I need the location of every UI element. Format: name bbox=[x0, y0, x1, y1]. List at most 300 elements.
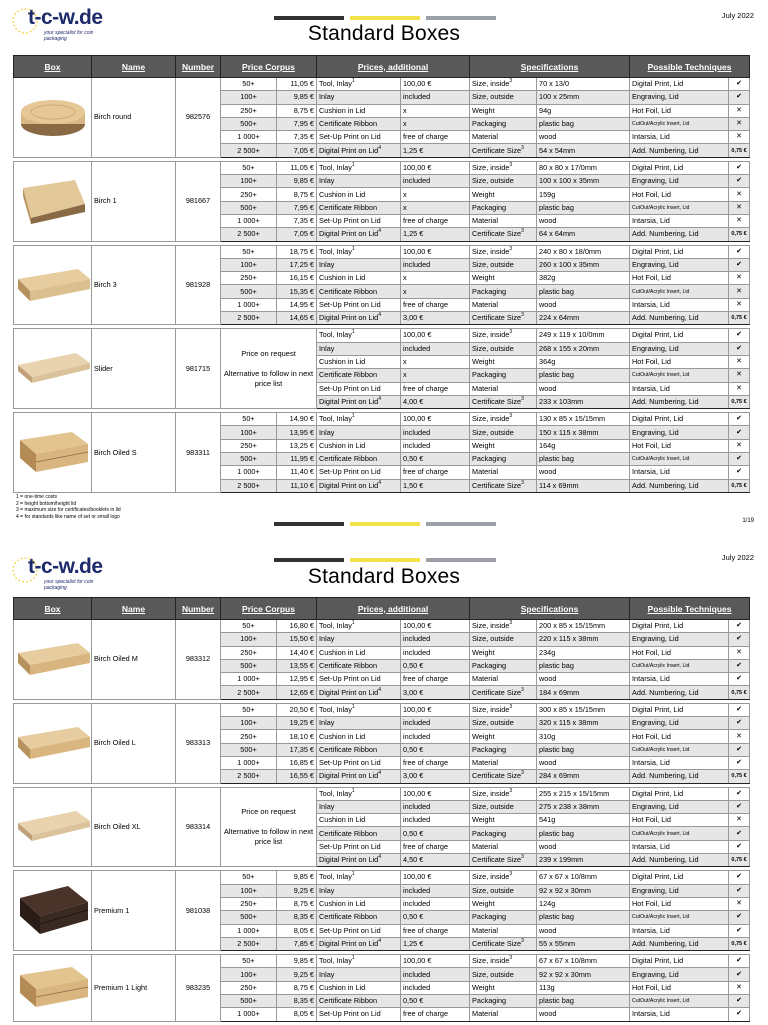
spec-value: 67 x 67 x 10/8mm bbox=[537, 955, 630, 968]
footer-color-bars bbox=[274, 522, 496, 526]
technique-label: CutOut/Acrylic Insert, Lid bbox=[630, 911, 729, 924]
table-row bbox=[14, 871, 750, 884]
additional-value: 100,00 € bbox=[401, 787, 470, 800]
spec-label: Packaging bbox=[470, 201, 537, 214]
table-row bbox=[14, 955, 750, 968]
additional-label: Set-Up Print on Lid bbox=[317, 298, 401, 311]
technique-label: Intarsia, Lid bbox=[630, 924, 729, 937]
cross-icon: ✕ bbox=[729, 730, 750, 743]
quantity-cell: 1 000+ bbox=[221, 131, 277, 144]
spec-value: 92 x 92 x 30mm bbox=[537, 968, 630, 981]
spec-label: Weight bbox=[470, 272, 537, 285]
additional-value: included bbox=[401, 439, 470, 452]
spec-label: Weight bbox=[470, 814, 537, 827]
technique-label: Add. Numbering, Lid bbox=[630, 686, 729, 699]
follow-note: Alternative to follow in next price list bbox=[223, 368, 314, 388]
additional-label: Digital Print on Lid$^4$ bbox=[317, 854, 401, 867]
numbering-price: 0,75 € bbox=[729, 854, 750, 867]
table-row bbox=[14, 161, 750, 174]
quantity-cell: 2 500+ bbox=[221, 770, 277, 783]
check-icon: ✔ bbox=[729, 673, 750, 686]
additional-label: Certificate Ribbon bbox=[317, 201, 401, 214]
table-header-row bbox=[14, 598, 750, 620]
product-number: 983311 bbox=[176, 413, 221, 493]
spec-value: wood bbox=[537, 673, 630, 686]
header-name: Name bbox=[92, 56, 176, 78]
additional-value: free of charge bbox=[401, 840, 470, 853]
price-cell: 11,05 € bbox=[277, 161, 317, 174]
table-row bbox=[14, 787, 750, 800]
price-cell: 19,25 € bbox=[277, 717, 317, 730]
product-number: 981928 bbox=[176, 245, 221, 325]
spec-value: 164g bbox=[537, 439, 630, 452]
product-name: Birch Oiled XL bbox=[92, 787, 176, 867]
product-number: 982576 bbox=[176, 78, 221, 158]
quantity-cell: 1 000+ bbox=[221, 756, 277, 769]
additional-value: x bbox=[401, 104, 470, 117]
additional-label: Certificate Ribbon bbox=[317, 285, 401, 298]
quantity-cell: 500+ bbox=[221, 117, 277, 130]
additional-value: free of charge bbox=[401, 756, 470, 769]
spec-label: Size, outside bbox=[470, 258, 537, 271]
quantity-cell: 50+ bbox=[221, 871, 277, 884]
check-icon: ✔ bbox=[729, 453, 750, 466]
spec-label: Packaging bbox=[470, 659, 537, 672]
additional-value: free of charge bbox=[401, 298, 470, 311]
technique-label: CutOut/Acrylic Insert, Lid bbox=[630, 369, 729, 382]
brand-tagline: your specialist for coin packaging bbox=[44, 30, 94, 42]
cross-icon: ✕ bbox=[729, 272, 750, 285]
additional-value: included bbox=[401, 342, 470, 355]
spec-label: Material bbox=[470, 673, 537, 686]
technique-label: Intarsia, Lid bbox=[630, 466, 729, 479]
additional-value: included bbox=[401, 717, 470, 730]
numbering-price: 0,75 € bbox=[729, 686, 750, 699]
check-icon: ✔ bbox=[729, 840, 750, 853]
price-cell: 14,95 € bbox=[277, 298, 317, 311]
additional-label: Inlay bbox=[317, 717, 401, 730]
additional-value: included bbox=[401, 884, 470, 897]
spec-value: 224 x 64mm bbox=[537, 312, 630, 325]
spec-label: Material bbox=[470, 466, 537, 479]
technique-label: Add. Numbering, Lid bbox=[630, 144, 729, 157]
spec-value: 234g bbox=[537, 646, 630, 659]
cross-icon: ✕ bbox=[729, 439, 750, 452]
technique-label: Add. Numbering, Lid bbox=[630, 312, 729, 325]
spec-value: 67 x 67 x 10/8mm bbox=[537, 871, 630, 884]
technique-label: Digital Print, Lid bbox=[630, 703, 729, 716]
check-icon: ✔ bbox=[729, 633, 750, 646]
additional-value: free of charge bbox=[401, 214, 470, 227]
spec-value: 114 x 69mm bbox=[537, 479, 630, 492]
spec-label: Packaging bbox=[470, 453, 537, 466]
price-cell: 18,75 € bbox=[277, 245, 317, 258]
technique-label: Hot Foil, Lid bbox=[630, 439, 729, 452]
footnote: 2 = height bottom/height lid bbox=[16, 500, 77, 507]
spec-value: wood bbox=[537, 298, 630, 311]
spec-label: Size, inside$^3$ bbox=[470, 329, 537, 342]
technique-label: Digital Print, Lid bbox=[630, 620, 729, 633]
cross-icon: ✕ bbox=[729, 897, 750, 910]
additional-label: Tool, Inlay$^1$ bbox=[317, 161, 401, 174]
footnote: 3 = maximum size for certificates/booklets in lid bbox=[16, 507, 121, 513]
technique-label: Engraving, Lid bbox=[630, 884, 729, 897]
additional-label: Certificate Ribbon bbox=[317, 659, 401, 672]
spec-label: Packaging bbox=[470, 369, 537, 382]
spec-value: wood bbox=[537, 466, 630, 479]
additional-label: Cushion in Lid bbox=[317, 104, 401, 117]
header-box: Box bbox=[14, 56, 92, 78]
product-image bbox=[16, 635, 92, 683]
technique-label: Digital Print, Lid bbox=[630, 245, 729, 258]
additional-label: Set-Up Print on Lid bbox=[317, 214, 401, 227]
spec-value: plastic bag bbox=[537, 827, 630, 840]
additional-label: Inlay bbox=[317, 91, 401, 104]
technique-label: Intarsia, Lid bbox=[630, 1008, 729, 1021]
cross-icon: ✕ bbox=[729, 382, 750, 395]
quantity-cell: 500+ bbox=[221, 743, 277, 756]
table-row bbox=[14, 329, 750, 342]
technique-label: Hot Foil, Lid bbox=[630, 646, 729, 659]
header-name: Name bbox=[92, 598, 176, 620]
spec-label: Material bbox=[470, 298, 537, 311]
header-price: Price Corpus bbox=[221, 598, 317, 620]
product-image bbox=[16, 426, 92, 480]
product-image-cell bbox=[14, 161, 92, 241]
spec-label: Material bbox=[470, 840, 537, 853]
spec-label: Packaging bbox=[470, 995, 537, 1008]
additional-label: Certificate Ribbon bbox=[317, 743, 401, 756]
check-icon: ✔ bbox=[729, 955, 750, 968]
spec-label: Size, inside$^3$ bbox=[470, 78, 537, 91]
check-icon: ✔ bbox=[729, 413, 750, 426]
product-image bbox=[16, 882, 92, 940]
spec-value: 249 x 119 x 10/0mm bbox=[537, 329, 630, 342]
additional-label: Digital Print on Lid$^4$ bbox=[317, 479, 401, 492]
spec-value: 382g bbox=[537, 272, 630, 285]
additional-value: included bbox=[401, 175, 470, 188]
additional-label: Cushion in Lid bbox=[317, 439, 401, 452]
spec-label: Packaging bbox=[470, 117, 537, 130]
spec-value: 200 x 85 x 15/15mm bbox=[537, 620, 630, 633]
additional-value: x bbox=[401, 188, 470, 201]
page-title: Standard Boxes bbox=[307, 22, 461, 45]
additional-value: 100,00 € bbox=[401, 329, 470, 342]
spec-label: Weight bbox=[470, 104, 537, 117]
additional-label: Tool, Inlay$^1$ bbox=[317, 703, 401, 716]
spec-value: plastic bag bbox=[537, 659, 630, 672]
technique-label: CutOut/Acrylic Insert, Lid bbox=[630, 285, 729, 298]
spec-label: Size, inside$^3$ bbox=[470, 703, 537, 716]
page-title: Standard Boxes bbox=[307, 565, 461, 588]
spec-label: Size, outside bbox=[470, 800, 537, 813]
technique-label: Add. Numbering, Lid bbox=[630, 228, 729, 241]
additional-value: 3,00 € bbox=[401, 686, 470, 699]
additional-label: Cushion in Lid bbox=[317, 188, 401, 201]
additional-value: x bbox=[401, 117, 470, 130]
quantity-cell: 2 500+ bbox=[221, 686, 277, 699]
technique-label: Hot Foil, Lid bbox=[630, 730, 729, 743]
additional-label: Digital Print on Lid$^4$ bbox=[317, 144, 401, 157]
spec-value: plastic bag bbox=[537, 201, 630, 214]
additional-value: x bbox=[401, 272, 470, 285]
table-row bbox=[14, 703, 750, 716]
spec-label: Size, outside bbox=[470, 717, 537, 730]
additional-label: Set-Up Print on Lid bbox=[317, 382, 401, 395]
price-cell: 17,25 € bbox=[277, 258, 317, 271]
spec-label: Certificate Size$^3$ bbox=[470, 228, 537, 241]
additional-label: Certificate Ribbon bbox=[317, 369, 401, 382]
price-cell: 9,85 € bbox=[277, 91, 317, 104]
spec-label: Size, outside bbox=[470, 426, 537, 439]
spec-label: Certificate Size$^3$ bbox=[470, 312, 537, 325]
technique-label: Intarsia, Lid bbox=[630, 756, 729, 769]
check-icon: ✔ bbox=[729, 703, 750, 716]
additional-value: free of charge bbox=[401, 1008, 470, 1021]
additional-value: included bbox=[401, 258, 470, 271]
price-cell: 8,35 € bbox=[277, 911, 317, 924]
product-image bbox=[16, 261, 92, 309]
technique-label: Add. Numbering, Lid bbox=[630, 937, 729, 950]
quantity-cell: 50+ bbox=[221, 78, 277, 91]
product-name: Premium 1 Light bbox=[92, 955, 176, 1021]
additional-value: 100,00 € bbox=[401, 161, 470, 174]
spec-value: 268 x 155 x 20mm bbox=[537, 342, 630, 355]
check-icon: ✔ bbox=[729, 78, 750, 91]
technique-label: Engraving, Lid bbox=[630, 342, 729, 355]
price-on-request-label: Price on request bbox=[241, 348, 296, 358]
spec-label: Size, inside$^3$ bbox=[470, 955, 537, 968]
price-cell: 12,95 € bbox=[277, 673, 317, 686]
spec-value: plastic bag bbox=[537, 369, 630, 382]
spec-label: Size, outside bbox=[470, 633, 537, 646]
check-icon: ✔ bbox=[729, 884, 750, 897]
check-icon: ✔ bbox=[729, 968, 750, 981]
additional-label: Inlay bbox=[317, 342, 401, 355]
price-cell: 11,10 € bbox=[277, 479, 317, 492]
additional-label: Digital Print on Lid$^4$ bbox=[317, 770, 401, 783]
additional-value: 1,25 € bbox=[401, 937, 470, 950]
technique-label: Engraving, Lid bbox=[630, 717, 729, 730]
spec-value: 260 x 100 x 35mm bbox=[537, 258, 630, 271]
additional-label: Digital Print on Lid$^4$ bbox=[317, 312, 401, 325]
additional-label: Set-Up Print on Lid bbox=[317, 840, 401, 853]
price-cell: 18,10 € bbox=[277, 730, 317, 743]
spec-value: 124g bbox=[537, 897, 630, 910]
quantity-cell: 50+ bbox=[221, 161, 277, 174]
cross-icon: ✕ bbox=[729, 298, 750, 311]
additional-label: Set-Up Print on Lid bbox=[317, 673, 401, 686]
spec-label: Size, inside$^3$ bbox=[470, 413, 537, 426]
price-cell: 13,55 € bbox=[277, 659, 317, 672]
price-cell: 7,35 € bbox=[277, 214, 317, 227]
spec-value: 184 x 69mm bbox=[537, 686, 630, 699]
spec-value: 239 x 199mm bbox=[537, 854, 630, 867]
quantity-cell: 100+ bbox=[221, 633, 277, 646]
technique-label: Engraving, Lid bbox=[630, 258, 729, 271]
product-image-cell bbox=[14, 955, 92, 1021]
spec-label: Size, inside$^3$ bbox=[470, 620, 537, 633]
spec-value: 100 x 25mm bbox=[537, 91, 630, 104]
spec-label: Certificate Size$^3$ bbox=[470, 479, 537, 492]
technique-label: Hot Foil, Lid bbox=[630, 355, 729, 368]
row-separator bbox=[14, 1021, 750, 1025]
price-cell: 8,75 € bbox=[277, 981, 317, 994]
spec-value: plastic bag bbox=[537, 995, 630, 1008]
check-icon: ✔ bbox=[729, 342, 750, 355]
check-icon: ✔ bbox=[729, 787, 750, 800]
technique-label: Intarsia, Lid bbox=[630, 214, 729, 227]
technique-label: Engraving, Lid bbox=[630, 91, 729, 104]
additional-label: Inlay bbox=[317, 426, 401, 439]
additional-value: included bbox=[401, 814, 470, 827]
header-specifications: Specifications bbox=[470, 56, 630, 78]
check-icon: ✔ bbox=[729, 924, 750, 937]
additional-label: Digital Print on Lid$^4$ bbox=[317, 937, 401, 950]
spec-value: wood bbox=[537, 924, 630, 937]
header-number: Number bbox=[176, 598, 221, 620]
quantity-cell: 250+ bbox=[221, 104, 277, 117]
brand-name: t-c-w.de bbox=[28, 555, 103, 578]
spec-label: Size, outside bbox=[470, 342, 537, 355]
numbering-price: 0,75 € bbox=[729, 312, 750, 325]
table-header-row bbox=[14, 56, 750, 78]
price-cell: 20,50 € bbox=[277, 703, 317, 716]
price-cell: 9,25 € bbox=[277, 884, 317, 897]
spec-label: Certificate Size$^3$ bbox=[470, 854, 537, 867]
additional-label: Tool, Inlay$^1$ bbox=[317, 245, 401, 258]
additional-label: Certificate Ribbon bbox=[317, 117, 401, 130]
cross-icon: ✕ bbox=[729, 117, 750, 130]
technique-label: CutOut/Acrylic Insert, Lid bbox=[630, 659, 729, 672]
additional-label: Digital Print on Lid$^4$ bbox=[317, 395, 401, 408]
spec-value: 284 x 69mm bbox=[537, 770, 630, 783]
price-cell: 7,95 € bbox=[277, 201, 317, 214]
additional-value: free of charge bbox=[401, 131, 470, 144]
price-cell: 11,95 € bbox=[277, 453, 317, 466]
product-name: Slider bbox=[92, 329, 176, 409]
check-icon: ✔ bbox=[729, 743, 750, 756]
price-cell: 8,75 € bbox=[277, 188, 317, 201]
price-cell: 16,15 € bbox=[277, 272, 317, 285]
additional-label: Tool, Inlay$^1$ bbox=[317, 955, 401, 968]
check-icon: ✔ bbox=[729, 329, 750, 342]
spec-value: 54 x 54mm bbox=[537, 144, 630, 157]
additional-value: 0,50 € bbox=[401, 659, 470, 672]
spec-label: Weight bbox=[470, 646, 537, 659]
spec-label: Size, outside bbox=[470, 91, 537, 104]
quantity-cell: 50+ bbox=[221, 703, 277, 716]
spec-value: wood bbox=[537, 840, 630, 853]
cross-icon: ✕ bbox=[729, 104, 750, 117]
quantity-cell: 250+ bbox=[221, 646, 277, 659]
product-image bbox=[16, 345, 92, 393]
cross-icon: ✕ bbox=[729, 981, 750, 994]
spec-label: Material bbox=[470, 756, 537, 769]
product-image-cell bbox=[14, 787, 92, 867]
additional-value: 0,50 € bbox=[401, 453, 470, 466]
additional-value: 1,50 € bbox=[401, 479, 470, 492]
check-icon: ✔ bbox=[729, 659, 750, 672]
quantity-cell: 50+ bbox=[221, 620, 277, 633]
check-icon: ✔ bbox=[729, 245, 750, 258]
additional-value: included bbox=[401, 646, 470, 659]
technique-label: Intarsia, Lid bbox=[630, 673, 729, 686]
spec-value: 541g bbox=[537, 814, 630, 827]
brand-tagline: your specialist for coin packaging bbox=[44, 579, 94, 591]
quantity-cell: 100+ bbox=[221, 717, 277, 730]
technique-label: CutOut/Acrylic Insert, Lid bbox=[630, 117, 729, 130]
additional-value: included bbox=[401, 91, 470, 104]
additional-label: Certificate Ribbon bbox=[317, 453, 401, 466]
quantity-cell: 250+ bbox=[221, 439, 277, 452]
additional-label: Inlay bbox=[317, 633, 401, 646]
header-specifications: Specifications bbox=[470, 598, 630, 620]
quantity-cell: 500+ bbox=[221, 453, 277, 466]
date-label: July 2022 bbox=[721, 11, 754, 20]
additional-value: 0,50 € bbox=[401, 827, 470, 840]
header-box: Box bbox=[14, 598, 92, 620]
price-cell: 11,05 € bbox=[277, 78, 317, 91]
spec-value: 100 x 100 x 35mm bbox=[537, 175, 630, 188]
price-cell: 16,85 € bbox=[277, 756, 317, 769]
technique-label: Hot Foil, Lid bbox=[630, 104, 729, 117]
additional-label: Certificate Ribbon bbox=[317, 827, 401, 840]
product-name: Birch round bbox=[92, 78, 176, 158]
check-icon: ✔ bbox=[729, 466, 750, 479]
spec-value: wood bbox=[537, 131, 630, 144]
additional-label: Inlay bbox=[317, 258, 401, 271]
additional-value: 0,50 € bbox=[401, 911, 470, 924]
price-on-request-label: Price on request bbox=[241, 806, 296, 816]
additional-value: 100,00 € bbox=[401, 620, 470, 633]
spec-label: Material bbox=[470, 382, 537, 395]
technique-label: Engraving, Lid bbox=[630, 633, 729, 646]
technique-label: Digital Print, Lid bbox=[630, 955, 729, 968]
spec-label: Size, outside bbox=[470, 884, 537, 897]
technique-label: Add. Numbering, Lid bbox=[630, 770, 729, 783]
additional-value: free of charge bbox=[401, 382, 470, 395]
technique-label: CutOut/Acrylic Insert, Lid bbox=[630, 743, 729, 756]
numbering-price: 0,75 € bbox=[729, 144, 750, 157]
quantity-cell: 2 500+ bbox=[221, 937, 277, 950]
price-cell: 16,55 € bbox=[277, 770, 317, 783]
quantity-cell: 1 000+ bbox=[221, 214, 277, 227]
check-icon: ✔ bbox=[729, 1008, 750, 1021]
additional-label: Cushion in Lid bbox=[317, 814, 401, 827]
additional-value: 4,00 € bbox=[401, 395, 470, 408]
spec-value: 320 x 115 x 38mm bbox=[537, 717, 630, 730]
additional-value: 0,50 € bbox=[401, 995, 470, 1008]
technique-label: Hot Foil, Lid bbox=[630, 814, 729, 827]
technique-label: CutOut/Acrylic Insert, Lid bbox=[630, 995, 729, 1008]
technique-label: Digital Print, Lid bbox=[630, 787, 729, 800]
product-number: 983312 bbox=[176, 620, 221, 700]
quantity-cell: 2 500+ bbox=[221, 228, 277, 241]
quantity-cell: 1 000+ bbox=[221, 1008, 277, 1021]
check-icon: ✔ bbox=[729, 620, 750, 633]
technique-label: Engraving, Lid bbox=[630, 968, 729, 981]
quantity-cell: 100+ bbox=[221, 884, 277, 897]
spec-label: Certificate Size$^3$ bbox=[470, 770, 537, 783]
additional-value: x bbox=[401, 369, 470, 382]
technique-label: Engraving, Lid bbox=[630, 175, 729, 188]
additional-value: included bbox=[401, 730, 470, 743]
product-table bbox=[13, 55, 750, 496]
product-image bbox=[17, 174, 89, 228]
product-image bbox=[16, 961, 92, 1015]
spec-value: plastic bag bbox=[537, 453, 630, 466]
